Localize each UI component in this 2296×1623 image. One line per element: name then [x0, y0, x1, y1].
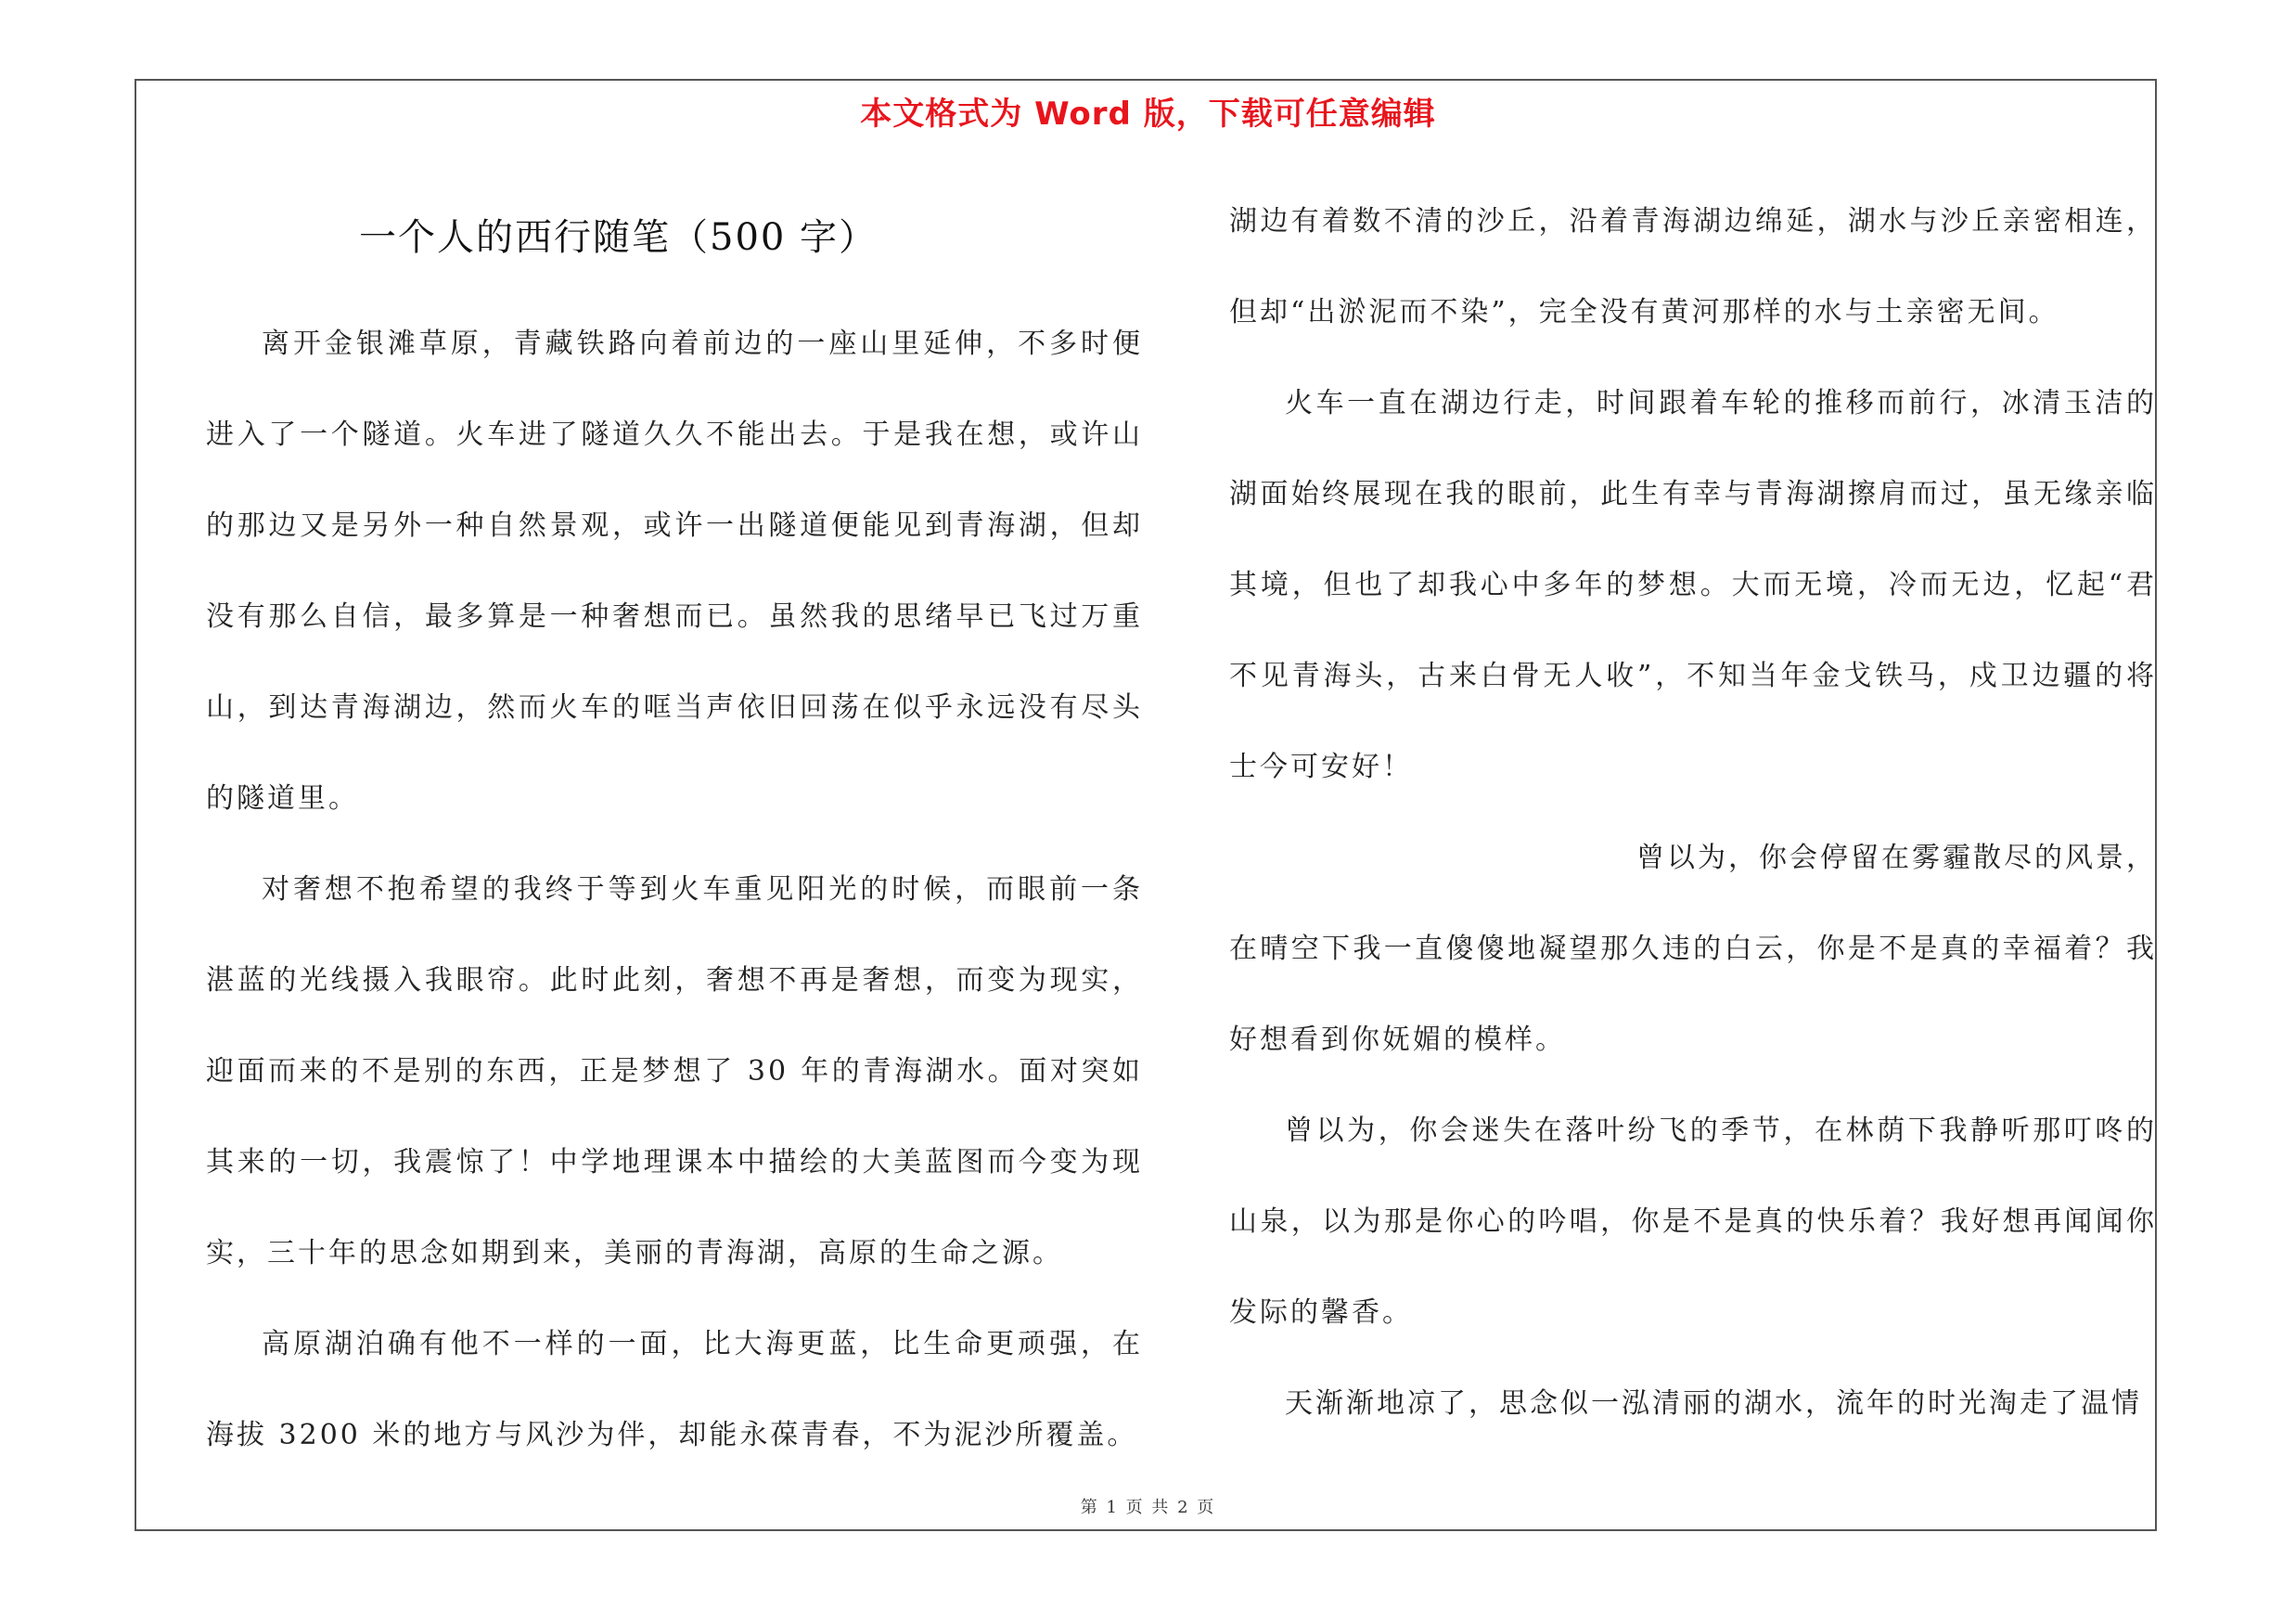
right-column	[1229, 176, 2157, 1449]
paragraph: 火车一直在湖边行走，时间跟着车轮的推移而前行，冰清玉洁的湖面始终展现在我的眼前，此生有幸与青海湖擦肩而过，虽无缘亲临其境，但也了却我心中多年的梦想。大而无境，冷而无边，忆起“君不见青海头，古来白骨无人收”，不知当年金戈铁马，戍卫边疆的将士今可安好！	[1229, 387, 2157, 783]
paragraph: 天渐渐地凉了，思念似一泓清丽的湖水，流年的时光淘走了温情	[1285, 1387, 2142, 1420]
page-number-footer: 第 1 页 共 2 页	[1080, 1498, 1216, 1517]
document-title: 一个人的西行随笔（500 字）	[359, 216, 879, 259]
paragraph: 离开金银滩草原，青藏铁路向着前边的一座山里延伸，不多时便进入了一个隧道。火车进了隧道久久不能出去。于是我在想，或许山的那边又是另外一种自然景观，或许一出隧道便能见到青海湖，但却没有那么自信，最多算是一种奢想而已。虽然我的思绪早已飞过万重山，到达青海湖边，然而火车的哐当声依旧回荡在似乎永远没有尽头的隧道里。	[206, 328, 1143, 815]
paragraph-continued: 湖边有着数不清的沙丘，沿着青海湖边绵延，湖水与沙丘亲密相连，但却“出淤泥而不染”，完全没有黄河那样的水与土亲密无间。	[1229, 205, 2157, 328]
paragraph: 曾以为，你会迷失在落叶纷飞的季节，在林荫下我静听那叮咚的山泉，以为那是你心的吟唱，你是不是真的快乐着？我好想再闻闻你发际的馨香。	[1229, 1114, 2157, 1329]
format-banner: 本文格式为 Word 版，下载可任意编辑	[860, 96, 1436, 133]
paragraph: 对奢想不抱希望的我终于等到火车重见阳光的时候，而眼前一条湛蓝的光线摄入我眼帘。此时此刻，奢想不再是奢想，而变为现实，迎面而来的不是别的东西，正是梦想了 30 年的青海湖水。面对突如其来的一切，我震惊了！中学地理课本中描绘的大美蓝图而今变为现实，三十年的思念如期到来，美丽的青海湖，高原的生命之源。	[206, 873, 1143, 1269]
paragraph-first-line: 曾以为，你会停留在雾霾散尽的风景，	[1636, 842, 2157, 874]
paragraph: 高原湖泊确有他不一样的一面，比大海更蓝，比生命更顽强，在海拔 3200 米的地方与风沙为伴，却能永葆青春，不为泥沙所覆盖。	[206, 1328, 1143, 1451]
paragraph	[1229, 813, 2157, 1086]
paragraph-body: 在晴空下我一直傻傻地凝望那久违的白云，你是不是真的幸福着？我好想看到你妩媚的模样。	[1229, 933, 2157, 1056]
left-column	[206, 176, 1143, 1481]
